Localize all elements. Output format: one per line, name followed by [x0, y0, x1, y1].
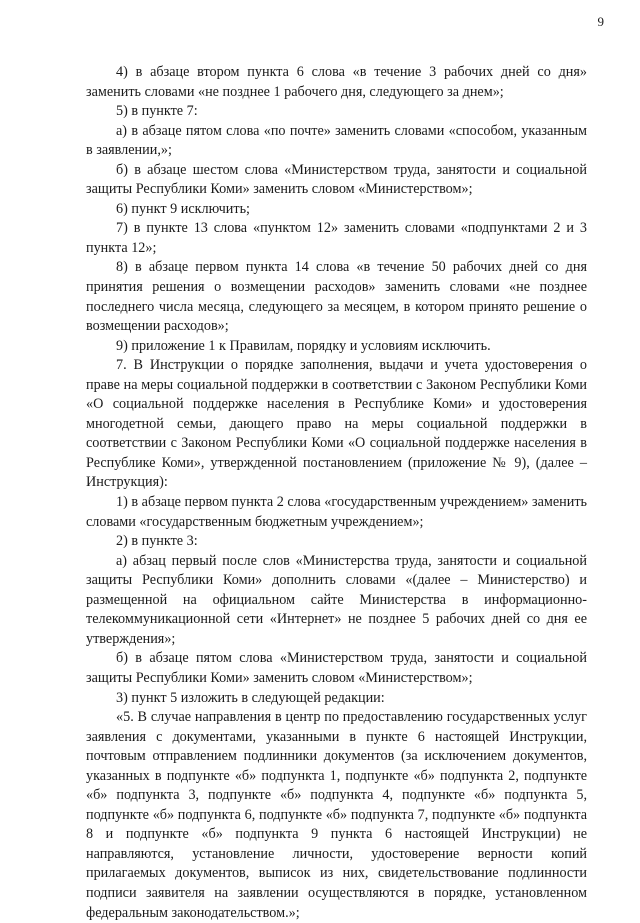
paragraph: 3) пункт 5 изложить в следующей редакции: — [116, 689, 385, 706]
paragraph: 2) в пункте 3: — [116, 533, 198, 550]
paragraph: б) в абзаце пятом слова «Министерством труда, занятости и социальной защиты Республики Коми» заменить словом «Министерством»; — [86, 650, 587, 686]
paragraph: а) абзац первый после слов «Министерства труда, занятости и социальной защиты Республики Коми» дополнить словами «(далее – Министерство) и размещенной на официальном сайте Министерства в информационно-телекоммуникационной сети «Интернет» не позднее 5 рабочих дней со дня ее утверждения»; — [86, 552, 587, 647]
paragraph: б) в абзаце шестом слова «Министерством труда, занятости и социальной защиты Республики Коми» заменить словом «Министерством»; — [86, 161, 587, 198]
paragraph: 1) в абзаце первом пункта 2 слова «государственным учреждением» заменить словами «государственным бюджетным учреждением»; — [86, 494, 587, 530]
paragraph: 6) пункт 9 исключить; — [116, 200, 250, 217]
paragraph: 8) в абзаце первом пункта 14 слова «в течение 50 рабочих дней со дня принятия решения о возмещении расходов» заменить словами «не позднее последнего числа месяца, следующего за месяцем, в котором принято решение о возмещении расходов»; — [86, 259, 587, 335]
paragraph: 9) приложение 1 к Правилам, порядку и условиям исключить. — [116, 337, 491, 354]
paragraph: 7. В Инструкции о порядке заполнения, выдачи и учета удостоверения о праве на меры социальной поддержки в соответствии с Законом Республики Коми «О социальной поддержке населения в Республике Коми» и удостоверения многодетной семьи, дающего право на меры социальной поддержки в соответствии с Законом Республики Коми «О социальной поддержке населения в Республике Коми», утвержденной постановлением (приложение № 9), (далее – Инструкция): — [86, 357, 587, 491]
paragraph: 4) в абзаце втором пункта 6 слова «в течение 3 рабочих дней со дня» заменить словами «не позднее 1 рабочего дня, следующего за днем»; — [86, 64, 587, 100]
paragraph: «5. В случае направления в центр по предоставлению государственных услуг заявления с документами, указанными в пункте 6 настоящей Инструкции, почтовым отправлением подлинники документов (за исключением документов, указанных в подпункте «б» подпункта 1, подпункте «б» подпункта 2, подпункте «б» подпункта 3, подпункте «б» подпункта 4, подпункте «б» подпункта 5, подпункте «б» подпункта 6, подпункте «б» подпункта 7, подпункте «б» подпункта 8 и подпункте «б» подпункта 9 пункта 6 настоящей Инструкции) не направляются, установление личности, удостоверение верности копий прилагаемых документов, выписок из них, свидетельствование подлинности подписи заявителя на заявлении осуществляются в порядке, установленном федеральным законодательством.»; — [86, 709, 587, 921]
paragraph: 7) в пункте 13 слова «пунктом 12» заменить словами «подпунктами 2 и 3 пункта 12»; — [86, 220, 587, 256]
paragraph: 5) в пункте 7: — [116, 103, 198, 120]
page-number: 9 — [597, 14, 604, 29]
paragraph: а) в абзаце пятом слова «по почте» заменить словами «способом, указанным в заявлении,»; — [86, 122, 587, 159]
document-body — [86, 63, 587, 923]
